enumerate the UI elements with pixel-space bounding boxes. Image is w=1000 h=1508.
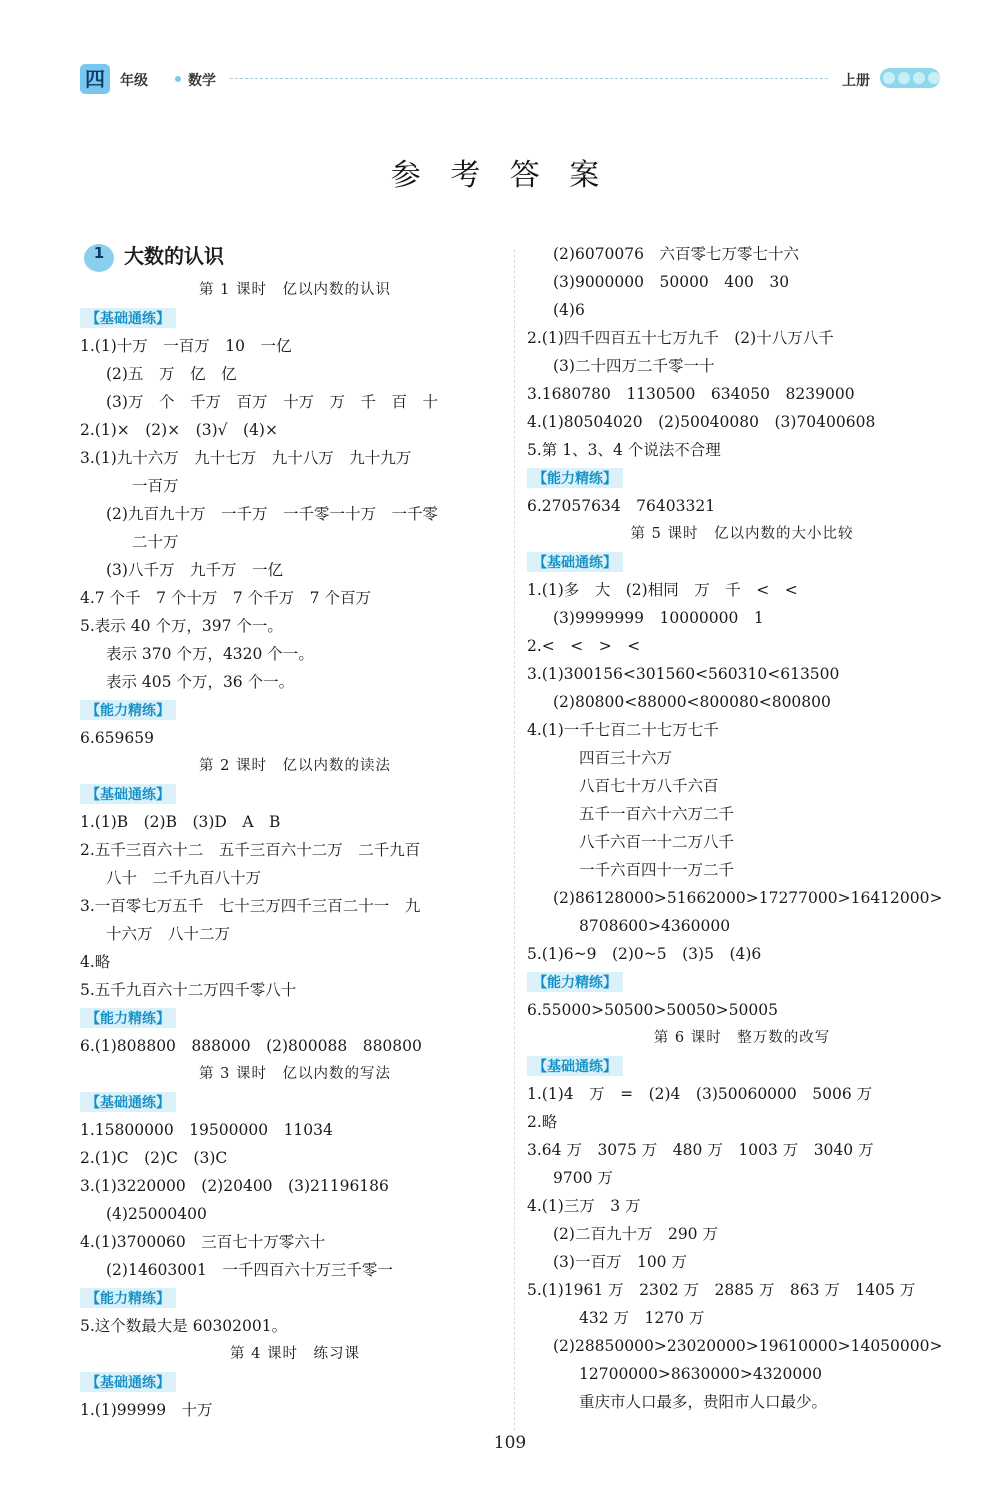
answer-line: 8708600>4360000 xyxy=(579,917,731,935)
section-tag: 【基础通练】 xyxy=(527,552,623,572)
answer-line: 5.(1)1961 万 2302 万 2885 万 863 万 1405 万 xyxy=(527,1281,916,1299)
answer-line: (3)9999999 10000000 1 xyxy=(553,609,764,627)
page-title: 参 考 答 案 xyxy=(390,158,610,193)
answer-line: (4)25000400 xyxy=(106,1205,207,1223)
section-tag-row xyxy=(80,780,510,808)
answer-line: 二十万 xyxy=(132,533,179,551)
answer-line: (2)九百九十万 一千万 一千零一十万 一千零 xyxy=(106,505,438,523)
section-tag: 【能力精练】 xyxy=(527,972,623,992)
answer-line: 3.(1)3220000 (2)20400 (3)21196186 xyxy=(80,1177,389,1195)
answer-line: 1.(1)十万 一百万 10 一亿 xyxy=(80,337,292,355)
section-tag-row xyxy=(527,548,957,576)
volume-label: 上册 xyxy=(842,73,870,89)
answer-line: 八百七十万八千六百 xyxy=(579,777,719,795)
answer-line: 3.(1)300156<301560<560310<613500 xyxy=(527,665,840,683)
answer-line: (3)9000000 50000 400 30 xyxy=(553,273,790,291)
lesson-heading: 第 5 课时 亿以内数的大小比较 xyxy=(630,526,854,542)
column-divider xyxy=(514,250,515,1430)
section-tag-row xyxy=(80,1004,510,1032)
answer-line: (4)6 xyxy=(553,301,585,319)
section-tag-row xyxy=(80,696,510,724)
answer-line: 八千六百一十二万八千 xyxy=(579,833,735,851)
section-tag: 【基础通练】 xyxy=(80,1372,176,1392)
answer-line: 2.略 xyxy=(527,1113,558,1131)
answer-line: 6.55000>50500>50050>50005 xyxy=(527,1001,778,1019)
answer-line: 2.< < > < xyxy=(527,637,641,655)
unit-title: 大数的认识 xyxy=(124,244,224,268)
subject-label: 数学 xyxy=(188,73,216,89)
section-tag: 【基础通练】 xyxy=(80,784,176,804)
answer-line: 2.(1)× (2)× (3)√ (4)× xyxy=(80,421,278,439)
answer-line: (2)14603001 一千四百六十万三千零一 xyxy=(106,1261,393,1279)
section-tag: 【能力精练】 xyxy=(527,468,623,488)
unit-heading xyxy=(80,240,510,276)
answer-line: (2)28850000>23020000>19610000>14050000> xyxy=(553,1337,943,1355)
answer-line: 1.(1)多 大 (2)相同 万 千 < < xyxy=(527,581,798,599)
answer-line: 2.(1)四千四百五十七万九千 (2)十八万八千 xyxy=(527,329,834,347)
section-tag-row xyxy=(80,1088,510,1116)
answer-line: 12700000>8630000>4320000 xyxy=(579,1365,822,1383)
lesson-heading: 第 6 课时 整万数的改写 xyxy=(653,1030,831,1046)
section-tag-row xyxy=(80,1368,510,1396)
answer-line: 3.64 万 3075 万 480 万 1003 万 3040 万 xyxy=(527,1141,874,1159)
answer-line: 1.15800000 19500000 11034 xyxy=(80,1121,333,1139)
grade-suffix: 年级 xyxy=(120,73,148,89)
section-tag-row xyxy=(527,1052,957,1080)
answer-line: 十六万 八十二万 xyxy=(106,925,231,943)
answer-line: 4.(1)三万 3 万 xyxy=(527,1197,641,1215)
section-tag: 【基础通练】 xyxy=(80,1092,176,1112)
answer-line: 一千六百四十一万二千 xyxy=(579,861,735,879)
answer-line: 表示 370 个万，4320 个一。 xyxy=(106,645,314,663)
answer-line: (2)二百九十万 290 万 xyxy=(553,1225,718,1243)
right-column xyxy=(527,240,957,1416)
answer-line: 3.1680780 1130500 634050 8239000 xyxy=(527,385,855,403)
answer-line: 1.(1)B (2)B (3)D A B xyxy=(80,813,281,831)
answer-line: 一百万 xyxy=(132,477,179,495)
answer-line: 1.(1)99999 十万 xyxy=(80,1401,213,1419)
answer-line: 5.这个数最大是 60302001。 xyxy=(80,1317,288,1335)
page-header xyxy=(80,62,940,96)
grade-badge: 四 xyxy=(80,64,110,94)
answer-line: 5.表示 40 个万，397 个一。 xyxy=(80,617,283,635)
page-number: 109 xyxy=(493,1433,527,1453)
answer-line: 4.略 xyxy=(80,953,111,971)
answer-line: 5.(1)6~9 (2)0~5 (3)5 (4)6 xyxy=(527,945,762,963)
answer-line: 4.(1)一千七百二十七万七千 xyxy=(527,721,719,739)
answer-line: 四百三十六万 xyxy=(579,749,673,767)
answer-line: 3.(1)九十六万 九十七万 九十八万 九十九万 xyxy=(80,449,412,467)
section-tag: 【能力精练】 xyxy=(80,700,176,720)
dot-icon xyxy=(175,76,181,82)
answer-line: 4.(1)3700060 三百七十万零六十 xyxy=(80,1233,326,1251)
section-tag: 【能力精练】 xyxy=(80,1008,176,1028)
answer-line: (3)二十四万二千零一十 xyxy=(553,357,715,375)
answer-line: 1.(1)4 万 = (2)4 (3)50060000 5006 万 xyxy=(527,1085,873,1103)
decorative-dots-icon xyxy=(880,68,940,88)
section-tag-row xyxy=(80,1284,510,1312)
answer-line: (2)五 万 亿 亿 xyxy=(106,365,237,383)
answer-line: 2.五千三百六十二 五千三百六十二万 二千九百 xyxy=(80,841,421,859)
section-tag: 【基础通练】 xyxy=(80,308,176,328)
answer-line: (2)86128000>51662000>17277000>16412000> xyxy=(553,889,943,907)
answer-line: (3)万 个 千万 百万 十万 万 千 百 十 xyxy=(106,393,438,411)
lesson-heading: 第 1 课时 亿以内数的认识 xyxy=(199,282,391,298)
answer-line: (2)6070076 六百零七万零七十六 xyxy=(553,245,799,263)
section-tag-row xyxy=(527,464,957,492)
answer-line: 5.第 1、3、4 个说法不合理 xyxy=(527,441,721,459)
header-rule xyxy=(230,78,828,79)
section-tag: 【能力精练】 xyxy=(80,1288,176,1308)
answer-line: 八十 二千九百八十万 xyxy=(106,869,262,887)
left-column xyxy=(80,240,510,1424)
lesson-heading: 第 4 课时 练习课 xyxy=(230,1346,360,1362)
unit-number-badge: 1 xyxy=(84,244,114,272)
answer-line: (2)80800<88000<800080<800800 xyxy=(553,693,831,711)
answer-line: 3.一百零七万五千 七十三万四千三百二十一 九 xyxy=(80,897,421,915)
answer-line: (3)八千万 九千万 一亿 xyxy=(106,561,283,579)
section-tag-row xyxy=(527,968,957,996)
answer-line: 5.五千九百六十二万四千零八十 xyxy=(80,981,297,999)
lesson-heading: 第 2 课时 亿以内数的读法 xyxy=(199,758,391,774)
answer-line: 表示 405 个万，36 个一。 xyxy=(106,673,295,691)
answer-line: 4.7 个千 7 个十万 7 个千万 7 个百万 xyxy=(80,589,371,607)
section-tag-row xyxy=(80,304,510,332)
answer-line: 重庆市人口最多，贵阳市人口最少。 xyxy=(579,1393,828,1411)
lesson-heading: 第 3 课时 亿以内数的写法 xyxy=(199,1066,391,1082)
answer-line: (3)一百万 100 万 xyxy=(553,1253,687,1271)
section-tag: 【基础通练】 xyxy=(527,1056,623,1076)
answer-line: 6.659659 xyxy=(80,729,154,747)
answer-line: 432 万 1270 万 xyxy=(579,1309,705,1327)
answer-line: 6.(1)808800 888000 (2)800088 880800 xyxy=(80,1037,422,1055)
answer-line: 6.27057634 76403321 xyxy=(527,497,716,515)
answer-line: 2.(1)C (2)C (3)C xyxy=(80,1149,228,1167)
answer-line: 9700 万 xyxy=(553,1169,613,1187)
answer-line: 五千一百六十六万二千 xyxy=(579,805,735,823)
answer-line: 4.(1)80504020 (2)50040080 (3)70400608 xyxy=(527,413,876,431)
